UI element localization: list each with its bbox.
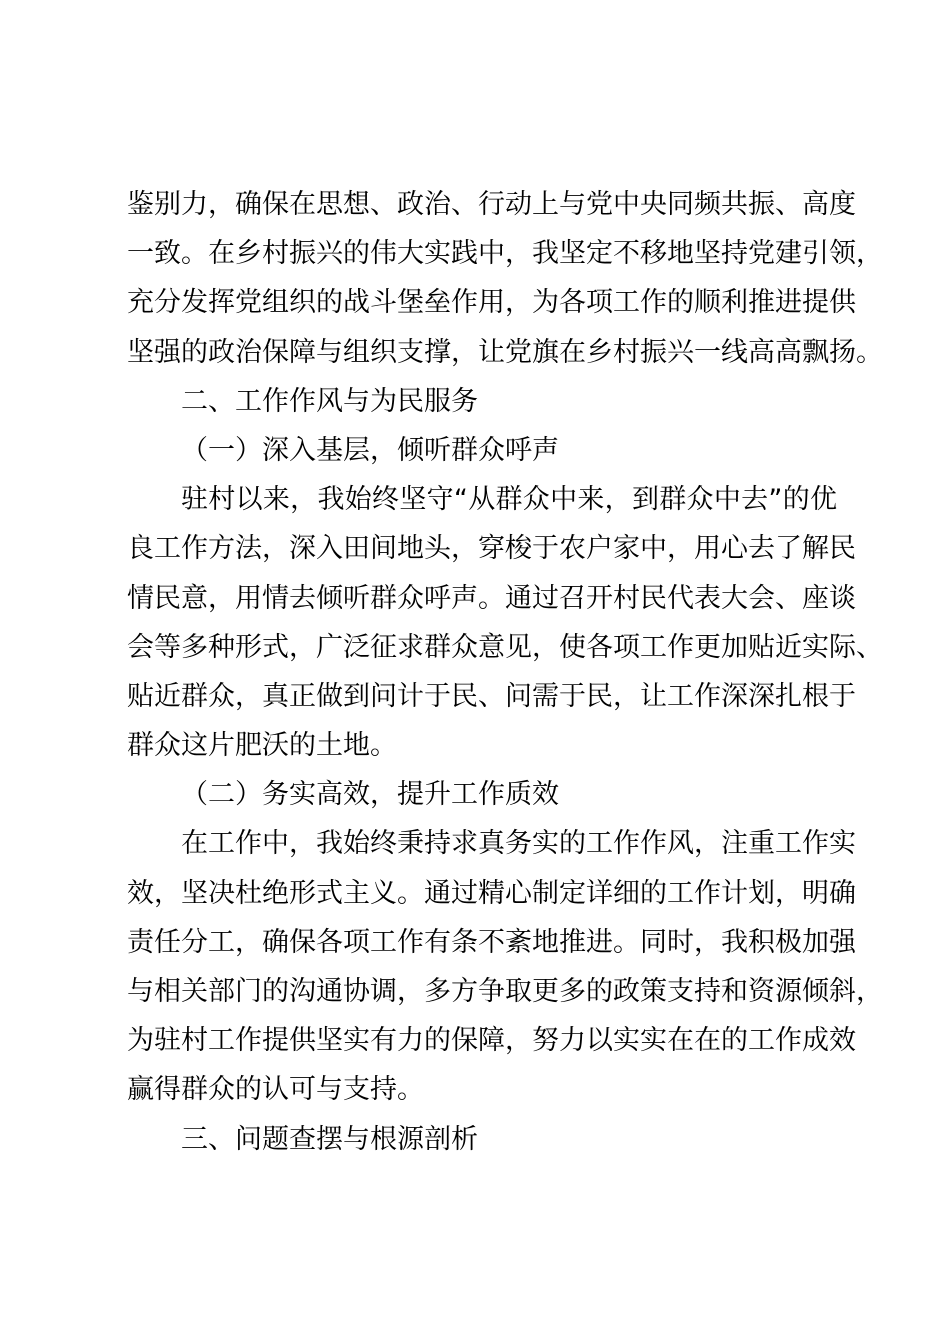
text-line: 为驻村工作提供坚实有力的保障，努力以实实在在的工作成效 [127,1025,856,1057]
paragraph-efficiency [127,819,883,1114]
paragraph-grassroots [127,475,883,770]
text-line: 与相关部门的沟通协调，多方争取更多的政策支持和资源倾斜， [127,976,883,1007]
text-line: 在工作中，我始终秉持求真务实的工作作风，注重工作实 [181,828,856,860]
text-line: 鉴别力，确保在思想、政治、行动上与党中央同频共振、高度 [127,189,856,220]
subheading-efficiency: （二）务实高效，提升工作质效 [181,779,559,811]
section-heading-work-style: 二、工作作风与为民服务 [181,385,478,417]
section-heading-problems: 三、问题查摆与根源剖析 [181,1123,478,1155]
text-line: 赢得群众的认可与支持。 [127,1074,424,1106]
text-line: 贴近群众，真正做到问计于民、问需于民，让工作深深扎根于 [127,680,856,712]
paragraph-party-building [127,180,883,377]
text-line: 效，坚决杜绝形式主义。通过精心制定详细的工作计划，明确 [127,877,856,909]
text-line: 充分发挥党组织的战斗堡垒作用，为各项工作的顺利推进提供 [127,287,856,319]
text-line: 坚强的政治保障与组织支撑，让党旗在乡村振兴一线高高飘扬。 [127,336,883,368]
text-line: 会等多种形式，广泛征求群众意见，使各项工作更加贴近实际、 [127,631,883,663]
text-line: 良工作方法，深入田间地头，穿梭于农户家中，用心去了解民 [127,533,856,565]
subheading-grassroots: （一）深入基层，倾听群众呼声 [181,434,559,466]
text-line: 一致。在乡村振兴的伟大实践中，我坚定不移地坚持党建引领， [127,238,883,270]
text-line: 情民意，用情去倾听群众呼声。通过召开村民代表大会、座谈 [127,582,856,614]
text-line: 责任分工，确保各项工作有条不紊地推进。同时，我积极加强 [127,926,856,958]
text-line: 群众这片肥沃的土地。 [127,730,397,762]
text-line: 驻村以来，我始终坚守“从群众中来，到群众中去”的优 [181,484,837,516]
document-body [127,180,883,1164]
